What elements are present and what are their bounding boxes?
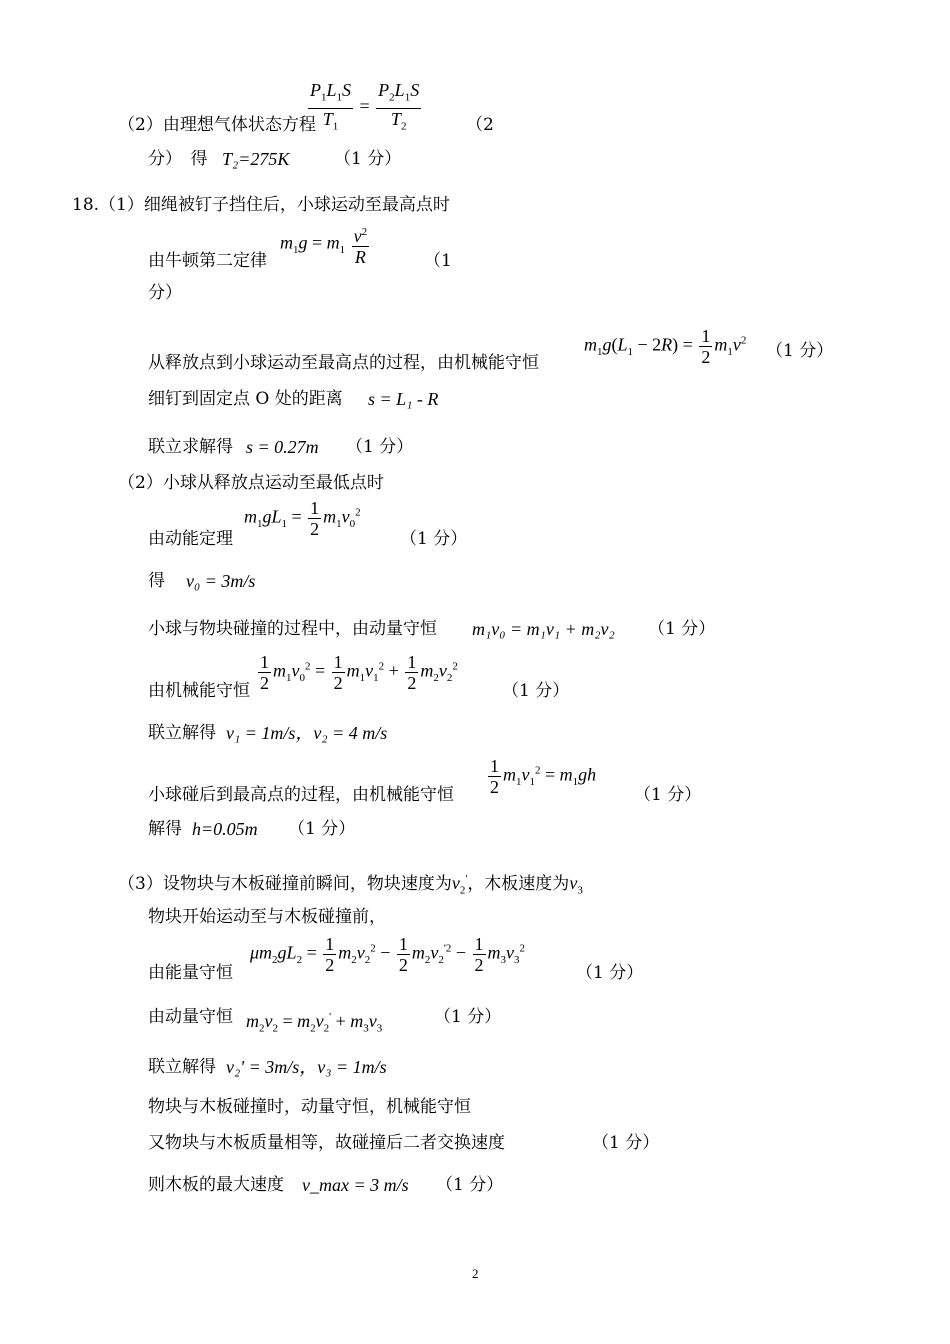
get-equation: v₀ = 3m/s bbox=[186, 571, 256, 591]
energy1-equation: $m_1g(L_1 - 2R)$ = $\frac{1}{2}$ $m_1v^2$ bbox=[584, 326, 747, 367]
distance-equation: s = L₁ - R bbox=[368, 389, 439, 409]
gas-line: （2）由理想气体状态方程 bbox=[118, 115, 316, 135]
gas-result-line: 分） 得 bbox=[148, 149, 208, 169]
solve1-label: 联立求解得 bbox=[148, 437, 233, 457]
solve2-label: 联立解得 bbox=[148, 723, 216, 743]
swap-label: 又物块与木板质量相等，故碰撞后二者交换速度 bbox=[148, 1133, 505, 1153]
p3-heading: （3）设物块与木板碰撞前瞬间，物块速度为$v_2'$，木板速度为$v_3$ bbox=[118, 873, 583, 897]
solve3-equation: h=0.05m bbox=[192, 819, 258, 839]
newton-score: （1 bbox=[424, 251, 452, 271]
p2-heading: （2）小球从释放点运动至最低点时 bbox=[118, 473, 384, 493]
solve4-equation: v₂' = 3m/s，v₃ = 1m/s bbox=[226, 1057, 387, 1077]
solve4-label: 联立解得 bbox=[148, 1057, 216, 1077]
newton-score-2: 分） bbox=[148, 283, 182, 303]
energy2-label: 由能量守恒 bbox=[148, 963, 233, 983]
solve2-equation: v₁ = 1m/s，v₂ = 4 m/s bbox=[226, 723, 388, 743]
solve1-score: （1 分） bbox=[346, 437, 414, 457]
momentum2-equation: $m_2v_2 = m_2v_2' + m_3v_3$ bbox=[246, 1011, 383, 1035]
distance-label: 细钉到固定点 O 处的距离 bbox=[148, 389, 343, 409]
gas-result: T₂=275K bbox=[222, 149, 290, 169]
momentum-equation: m₁v₀ = m₁v₁ + m₂v₂ bbox=[472, 619, 615, 639]
rise-equation: $\frac{1}{2}$ $m_1v_1^2 = m_1gh$ bbox=[490, 756, 597, 797]
mech-score: （1 分） bbox=[502, 681, 570, 701]
maxv-score: （1 分） bbox=[436, 1175, 504, 1195]
solve1-equation: s = 0.27m bbox=[246, 437, 319, 457]
momentum2-label: 由动量守恒 bbox=[148, 1007, 233, 1027]
energy1-score: （1 分） bbox=[766, 341, 834, 361]
maxv-label: 则木板的最大速度 bbox=[148, 1175, 284, 1195]
get-label: 得 bbox=[148, 571, 165, 591]
solve3-score: （1 分） bbox=[288, 819, 356, 839]
ke-score: （1 分） bbox=[400, 529, 468, 549]
gas-result-score: （1 分） bbox=[334, 149, 402, 169]
mech-label: 由机械能守恒 bbox=[148, 681, 250, 701]
energy1-label: 从释放点到小球运动至最高点的过程，由机械能守恒 bbox=[148, 353, 539, 373]
energy2-equation: $\mu m_2gL_2$ = $\frac{1}{2}$ $m_2v_2^2$ − $\frac{1}{2}$ $m_2v_2^{'2}$ − $\frac{1}{2}$ $m_3v_3^2$ bbox=[250, 934, 526, 975]
before-label: 物块开始运动至与木板碰撞前， bbox=[148, 907, 386, 927]
rise-label: 小球碰后到最高点的过程，由机械能守恒 bbox=[148, 785, 454, 805]
gas-score: （2 bbox=[466, 115, 494, 135]
ke-label: 由动能定理 bbox=[148, 529, 233, 549]
q18-heading: 18.（1）细绳被钉子挡住后，小球运动至最高点时 bbox=[72, 195, 450, 215]
mech-equation: $\frac{1}{2}$ $m_1v_0^2$ = $\frac{1}{2}$ $m_1v_1^2$ + $\frac{1}{2}$ $m_2v_2^2$ bbox=[260, 652, 458, 693]
momentum-label: 小球与物块碰撞的过程中，由动量守恒 bbox=[148, 619, 437, 639]
momentum-score: （1 分） bbox=[648, 619, 716, 639]
newton-equation: $m_1g = m_1$ $\frac{v^2}{R}$ bbox=[280, 222, 371, 267]
newton-label: 由牛顿第二定律 bbox=[148, 251, 267, 271]
solve3-label: 解得 bbox=[148, 819, 182, 839]
ke-equation: $m_1gL_1$ = $\frac{1}{2}$ $m_1v_0^2$ bbox=[244, 498, 361, 539]
page-number: 2 bbox=[472, 1266, 479, 1281]
collide-label: 物块与木板碰撞时，动量守恒，机械能守恒 bbox=[148, 1097, 471, 1117]
energy2-score: （1 分） bbox=[576, 963, 644, 983]
momentum2-score: （1 分） bbox=[434, 1007, 502, 1027]
swap-score: （1 分） bbox=[592, 1133, 660, 1153]
rise-score: （1 分） bbox=[634, 785, 702, 805]
gas-equation: $\frac{P_1L_1S}{T_1}$ = $\frac{P_2L_1S}{T_2}$ bbox=[310, 80, 420, 133]
maxv-equation: v_max = 3 m/s bbox=[302, 1175, 409, 1195]
